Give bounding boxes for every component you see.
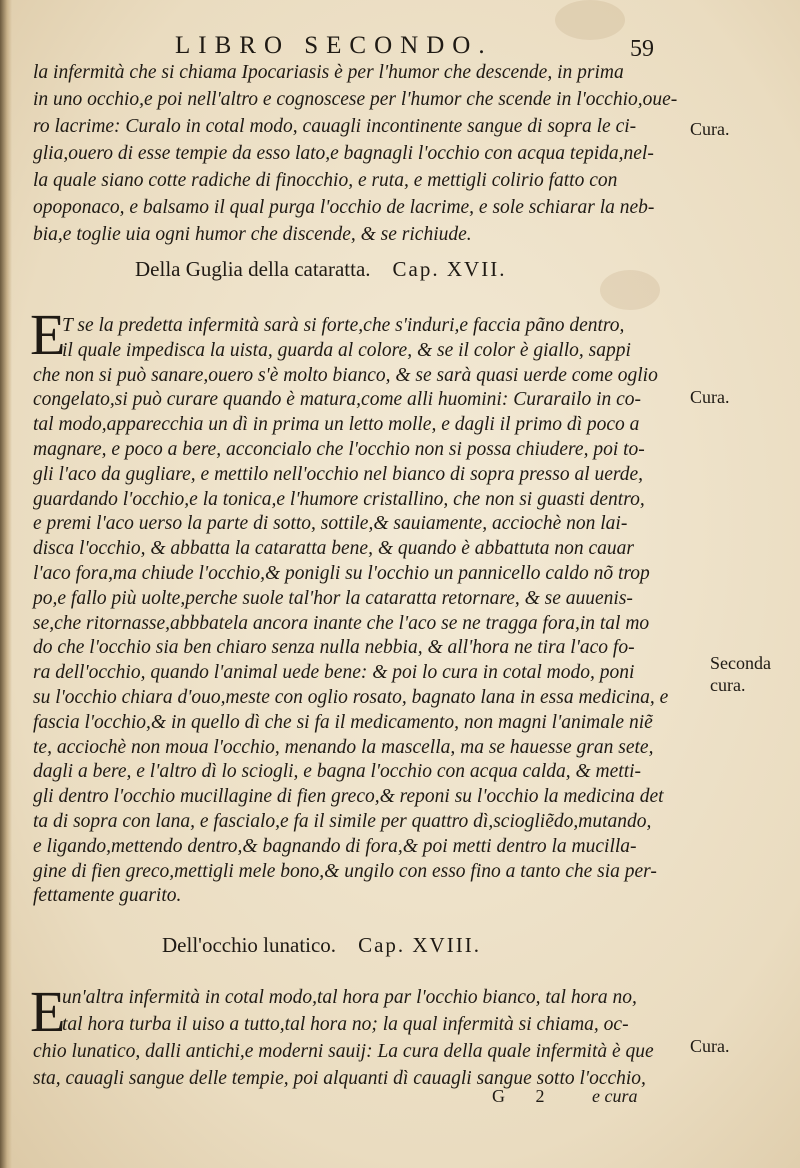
text-line: la quale siano cotte radiche di finocchio, e ruta, e mettigli colirio fatto con xyxy=(33,170,618,191)
catchword: e cura xyxy=(592,1086,638,1106)
text-line: ra dell'occhio, quando l'animal uede bene: & poi lo cura in cotal modo, poni xyxy=(33,662,635,684)
text-line: guardando l'occhio,e la tonica,e l'humore cristallino, che non si guasti dentro, xyxy=(33,488,645,510)
text-line: gine di fien greco,mettigli mele bono,& ungilo con esso fino a tanto che sia per- xyxy=(33,860,657,882)
chapter-heading xyxy=(162,930,481,960)
text-line: su l'occhio chiara d'ouo,meste con oglio rosato, bagnato lana in essa medicina, e xyxy=(33,687,669,708)
text-line: gli l'aco da gugliare, e mettilo nell'occhio nel bianco di sopra presso al uerde, xyxy=(33,463,644,485)
running-title: LIBRO SECONDO. xyxy=(175,32,493,59)
chapter-heading xyxy=(135,254,506,284)
text-line: dagli a bere, e l'altro dì lo sciogli, e bagna l'occhio con acqua calda, & metti- xyxy=(33,761,642,783)
text-line: sta, cauagli sangue delle tempie, poi alquanti dì cauagli sangue sotto l'occhio, xyxy=(33,1068,646,1089)
text-line: tal modo,apparecchia un dì in prima un letto molle, e dagli il primo dì poco a xyxy=(33,414,640,436)
text-line: te, acciochè non moua l'occhio, menando la mascella, ma se hauesse gran sete, xyxy=(33,736,654,758)
text-line: do che l'occhio sia ben chiaro senza nulla nebbia, & all'hora ne tira l'aco fo- xyxy=(33,637,635,659)
chapter-number: Cap. XVIII. xyxy=(358,933,481,957)
text-line: il quale impedisca la uista, guarda al colore, & se il color è giallo, sappi xyxy=(62,339,631,361)
text-line: fettamente guarito. xyxy=(33,885,182,907)
text-line: po,e fallo più uolte,perche suole tal'hor la cataratta retornare, & se auuenis- xyxy=(33,587,633,609)
drop-cap: E xyxy=(30,979,66,1044)
text-line: ro lacrime: Curalo in cotal modo, cauagli incontinente sangue di sopra le ci- xyxy=(33,116,637,137)
text-line: l'aco fora,ma chiude l'occhio,& ponigli su l'occhio un pannicello caldo nõ trop xyxy=(33,563,650,584)
text-line: in uno occhio,e poi nell'altro e cognoscese per l'humor che scende in l'occhio,oue- xyxy=(33,89,678,110)
text-line: congelato,si può curare quando è matura,come alli huomini: Curarailo in co- xyxy=(33,389,642,411)
chapter-number: Cap. XVII. xyxy=(392,257,507,281)
page-number: 59 xyxy=(630,36,654,62)
text-line: glia,ouero di esse tempie da esso lato,e bagnagli l'occhio con acqua tepida,nel- xyxy=(33,143,654,164)
chapter-title: Della Guglia della cataratta. xyxy=(135,257,371,281)
text-line: opoponaco, e balsamo il qual purga l'occhio de lacrime, e sole schiarar la neb- xyxy=(33,197,655,218)
text-line: fascia l'occhio,& in quello dì che si fa il medicamento, non magni l'animale niẽ xyxy=(33,711,653,733)
drop-cap: E xyxy=(30,302,66,367)
text-line: un'altra infermità in cotal modo,tal hora par l'occhio bianco, tal hora no, xyxy=(62,987,637,1008)
text-line: e premi l'aco uerso la parte di sotto, sottile,& sauiamente, acciochè non lai- xyxy=(33,513,628,535)
margin-note: Seconda cura. xyxy=(710,653,771,695)
text-line: bia,e toglie uia ogni humor che discende, & se richiude. xyxy=(33,224,472,245)
chapter-title: Dell'occhio lunatico. xyxy=(162,933,337,957)
margin-note: Cura. xyxy=(690,387,730,407)
paper-stain xyxy=(600,270,660,310)
text-line: gli dentro l'occhio mucillagine di fien greco,& reponi su l'occhio la medicina det xyxy=(33,786,664,808)
text-line: la infermità che si chiama Ipocariasis è per l'humor che descende, in prima xyxy=(33,62,624,83)
binding-gutter xyxy=(0,0,12,1168)
text-line: che non si può sanare,ouero s'è molto bianco, & se sarà quasi uerde come oglio xyxy=(33,364,658,386)
margin-note: Cura. xyxy=(690,119,730,139)
margin-note: Cura. xyxy=(690,1036,730,1056)
text-line: se,che ritornasse,abbbatela ancora inante che l'aco se ne tragga fora,in tal mo xyxy=(33,612,650,634)
text-line: magnare, e poco a bere, acconcialo che l'occhio non si possa chiudere, poi to- xyxy=(33,439,645,460)
text-line: disca l'occhio, & abbatta la cataratta bene, & quando è abbattuta non cauar xyxy=(33,538,635,560)
signature-mark: G 2 xyxy=(492,1086,545,1106)
text-line: chio lunatico, dalli antichi,e moderni sauij: La cura della quale infermità è que xyxy=(33,1041,654,1062)
text-line: e ligando,mettendo dentro,& bagnando di fora,& poi metti dentro la mucilla- xyxy=(33,835,637,857)
text-line: T se la predetta infermità sarà si forte,che s'induri,e faccia pãno dentro, xyxy=(62,315,625,336)
text-line: ta di sopra con lana, e fascialo,e fa il simile per quattro dì,sciogliẽdo,mutando, xyxy=(33,811,652,832)
text-line: tal hora turba il uiso a tutto,tal hora no; la qual infermità si chiama, oc- xyxy=(62,1014,629,1035)
page-footer xyxy=(0,1082,800,1110)
